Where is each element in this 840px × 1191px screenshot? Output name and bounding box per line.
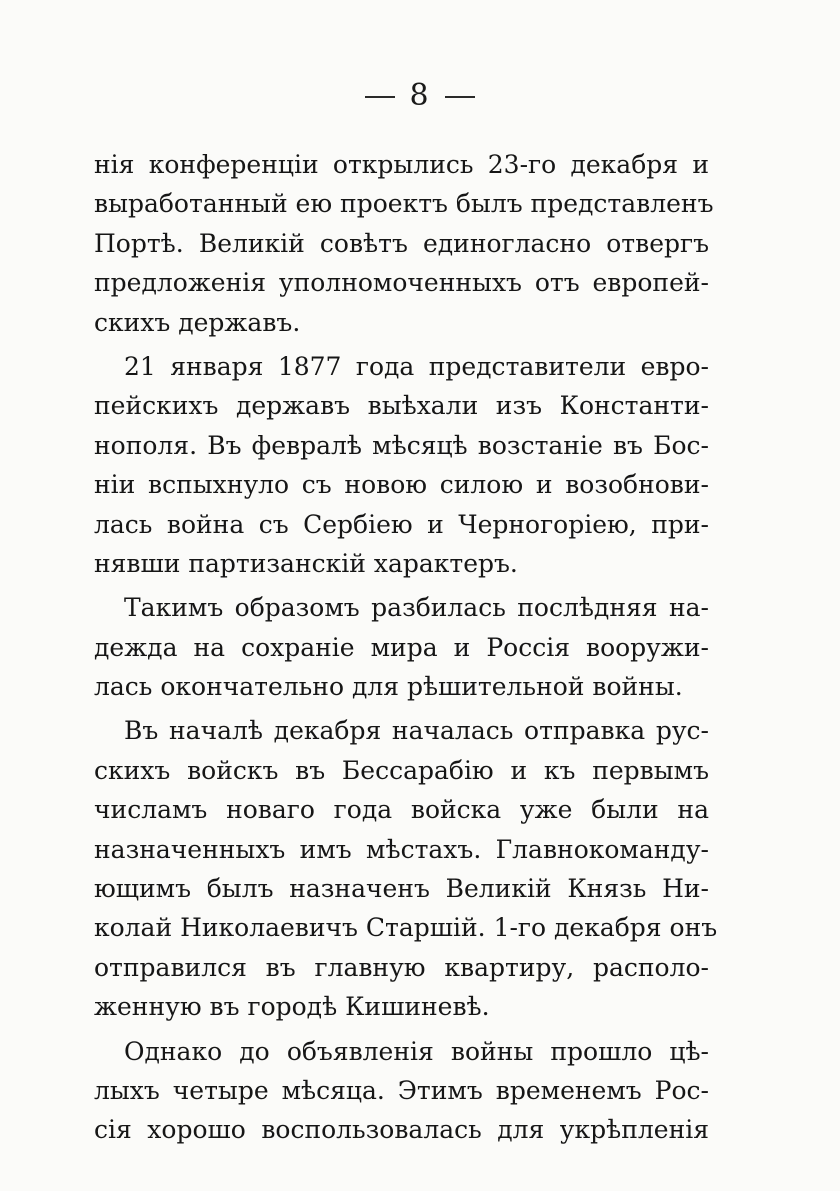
text-line: назначенныхъ имъ мѣстахъ. Главнокоманду- — [94, 834, 709, 864]
body-text — [94, 145, 718, 1150]
text-line: женную въ городѣ Кишиневѣ. — [94, 992, 490, 1022]
text-line: числамъ новаго года войска уже были на — [94, 795, 709, 825]
paragraph — [94, 711, 718, 1026]
text-line: скихъ войскъ въ Бессарабію и къ первымъ — [94, 755, 709, 785]
text-line: Портѣ. Великій совѣтъ единогласно отвергъ — [94, 228, 709, 258]
paragraph — [94, 145, 714, 342]
text-line: нявши партизанскій характеръ. — [94, 548, 518, 578]
text-line: лась война съ Сербіею и Черногоріею, при- — [94, 509, 709, 539]
paragraph — [94, 347, 709, 583]
page-number-header — [0, 78, 840, 113]
text-line: нія конференціи открылись 23-го декабря и — [94, 150, 709, 179]
text-line: лась окончательно для рѣшительной войны. — [94, 672, 683, 702]
text-line: Въ началѣ декабря началась отправка рус- — [124, 716, 709, 746]
text-line: колай Николаевичъ Старшій. 1-го декабря онъ — [94, 913, 718, 943]
text-line: пейскихъ державъ выѣхали изъ Константи- — [94, 391, 709, 421]
text-line: 21 января 1877 года представители евро- — [124, 351, 709, 381]
text-line: сія хорошо воспользовалась для укрѣпленія — [94, 1115, 709, 1145]
text-line: ніи вспыхнуло съ новою силою и возобнови- — [94, 470, 709, 500]
text-line: дежда на сохраніе мира и Россія вооружи- — [94, 632, 709, 662]
text-line: Такимъ образомъ разбилась послѣдняя на- — [124, 593, 709, 623]
text-line: предложенія уполномоченныхъ отъ европей- — [94, 268, 709, 298]
left-ornament-dash — [365, 96, 395, 98]
text-line: отправился въ главную квартиру, располо- — [94, 952, 709, 982]
text-line: ющимъ былъ назначенъ Великій Князь Ни- — [94, 874, 709, 904]
text-line: нополя. Въ февралѣ мѣсяцѣ возстаніе въ Бос- — [94, 430, 709, 460]
paragraph — [94, 588, 709, 706]
text-line: Однако до объявленія войны прошло цѣ- — [124, 1036, 709, 1066]
text-line: скихъ державъ. — [94, 307, 301, 337]
text-line: лыхъ четыре мѣсяца. Этимъ временемъ Рос- — [94, 1075, 709, 1105]
right-ornament-dash — [445, 96, 475, 98]
page-number: 8 — [409, 78, 431, 113]
text-line: выработанный ею проектъ былъ представленъ — [94, 189, 714, 219]
paragraph — [94, 1032, 709, 1150]
